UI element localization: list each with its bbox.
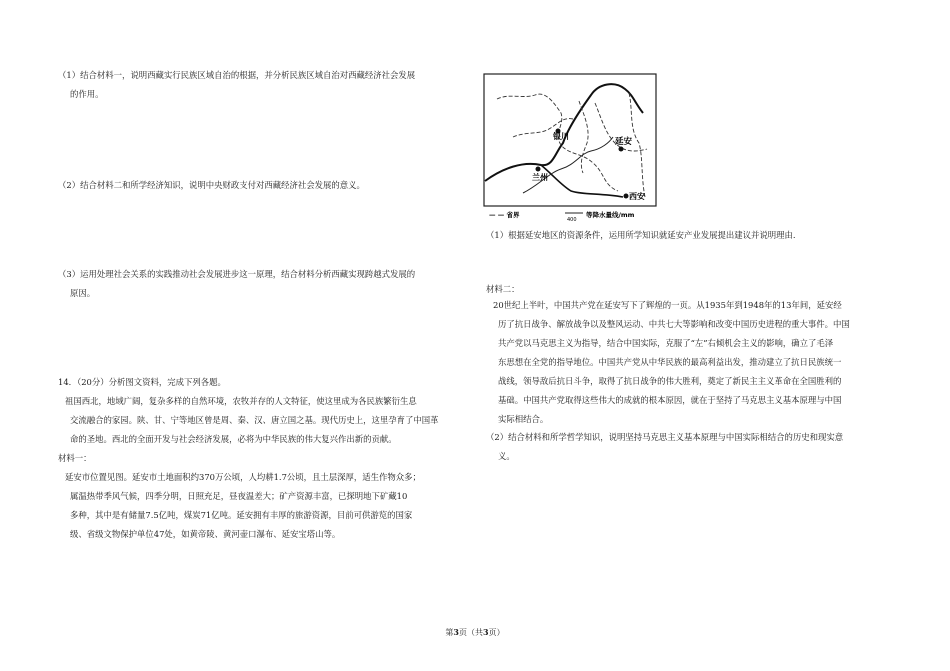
- label-xian: 西安: [629, 192, 645, 201]
- material-1-title: 材料一：: [58, 453, 92, 463]
- label-yinchuan: 银川: [553, 132, 569, 141]
- material-1-line: 多种，其中是有储量7.5亿吨，煤炭71亿吨。延安拥有丰厚的旅游资源，目前可供游览的国家: [70, 510, 413, 520]
- legend-border: — — 省界: [489, 211, 520, 219]
- material-1-line: 延安市位置见图。延安市土地面积约370万公顷，人均耕1.7公顷，且土层深厚，适生作物众多；: [65, 472, 421, 482]
- legend-isoline: 等降水量线/mm: [586, 211, 635, 219]
- material-1-body: [58, 468, 478, 544]
- material-2-body: [486, 296, 886, 429]
- footer-prefix: 第: [445, 628, 454, 637]
- footer-suffix: 页）: [488, 628, 505, 637]
- material-2-line: 战线，领导敌后抗日斗争，取得了抗日战争的伟大胜利，奠定了新民主主义革命在全国胜利的: [498, 376, 842, 386]
- material-2-line: 20世纪上半叶，中国共产党在延安写下了辉煌的一页。从1935年到1948年的13年间，延安经: [493, 300, 842, 310]
- material-2-line: 实际相结合。: [498, 414, 549, 424]
- question-3-line-2: 原因。: [70, 288, 96, 298]
- city-yanan-marker: [619, 147, 624, 152]
- intro-line: 命的圣地。西北的全面开发与社会经济发展，必将为中华民族的伟大复兴作出新的贡献。: [70, 434, 397, 444]
- question-14-heading: 14．（20分）分析图文资料，完成下列各题。: [58, 377, 226, 387]
- label-yanan: 延安: [615, 137, 633, 147]
- material-1-line: 级、省级文物保护单位47处，如黄帝陵、黄河壶口瀑布、延安宝塔山等。: [70, 529, 341, 539]
- yanan-location-map: [483, 73, 657, 225]
- material-2-line: 共产党以马克思主义为指导，结合中国实际，克服了“左”右倾机会主义的影响，确立了毛泽: [498, 338, 834, 348]
- material-2-title: 材料二：: [486, 284, 520, 294]
- footer-mid: 页（共: [459, 628, 483, 637]
- question-14-intro: [58, 392, 478, 449]
- material-1-line: 属温热带季风气候，四季分明，日照充足，昼夜温差大；矿产资源丰富，已探明地下矿藏10: [70, 491, 408, 501]
- intro-line: 祖国西北，地域广阔，复杂多样的自然环境，农牧并存的人文特征，使这里成为各民族繁衍生息: [65, 396, 417, 406]
- question-3-line-1: （3）运用处理社会关系的实践推动社会发展进步这一原理，结合材料分析西藏实现跨越式发展的: [58, 269, 416, 279]
- material-2-line: 东思想在全党的指导地位。中国共产党从中华民族的最高利益出发，推动建立了抗日民族统一: [498, 357, 842, 367]
- material-2-line: 基础。中国共产党取得这些伟大的成就的根本原因，就在于坚持了马克思主义基本原理与中国: [498, 395, 842, 405]
- right-question-2-line-2: 义。: [498, 451, 515, 461]
- footer-page-number: 3: [453, 627, 459, 637]
- right-question-1: （1）根据延安地区的资源条件，运用所学知识就延安产业发展提出建议并说明理由.: [486, 230, 796, 240]
- city-xian-marker: [624, 194, 629, 199]
- question-1-line-2: 的作用。: [70, 89, 104, 99]
- question-1-line-1: （1）结合材料一，说明西藏实行民族区域自治的根据，并分析民族区域自治对西藏经济社会发展: [58, 70, 416, 80]
- intro-line: 交流融合的家园。陕、甘、宁等地区曾是周、秦、汉、唐立国之基。现代历史上，这里孕育了中国革: [70, 415, 439, 425]
- page-footer: [0, 627, 950, 638]
- footer-total-pages: 3: [483, 627, 489, 637]
- city-lanzhou-marker: [536, 167, 541, 172]
- right-question-2-line-1: （2）结合材料和所学哲学知识，说明坚持马克思主义基本原理与中国实际相结合的历史和现实意: [486, 432, 844, 442]
- label-lanzhou: 兰州: [532, 173, 548, 182]
- material-2-line: 历了抗日战争、解放战争以及整风运动、中共七大等影响和改变中国历史进程的重大事件。中国: [498, 319, 850, 329]
- question-2: （2）结合材料二和所学经济知识，说明中央财政支付对西藏经济社会发展的意义。: [58, 180, 365, 190]
- legend-isoline-value: 400: [567, 217, 577, 223]
